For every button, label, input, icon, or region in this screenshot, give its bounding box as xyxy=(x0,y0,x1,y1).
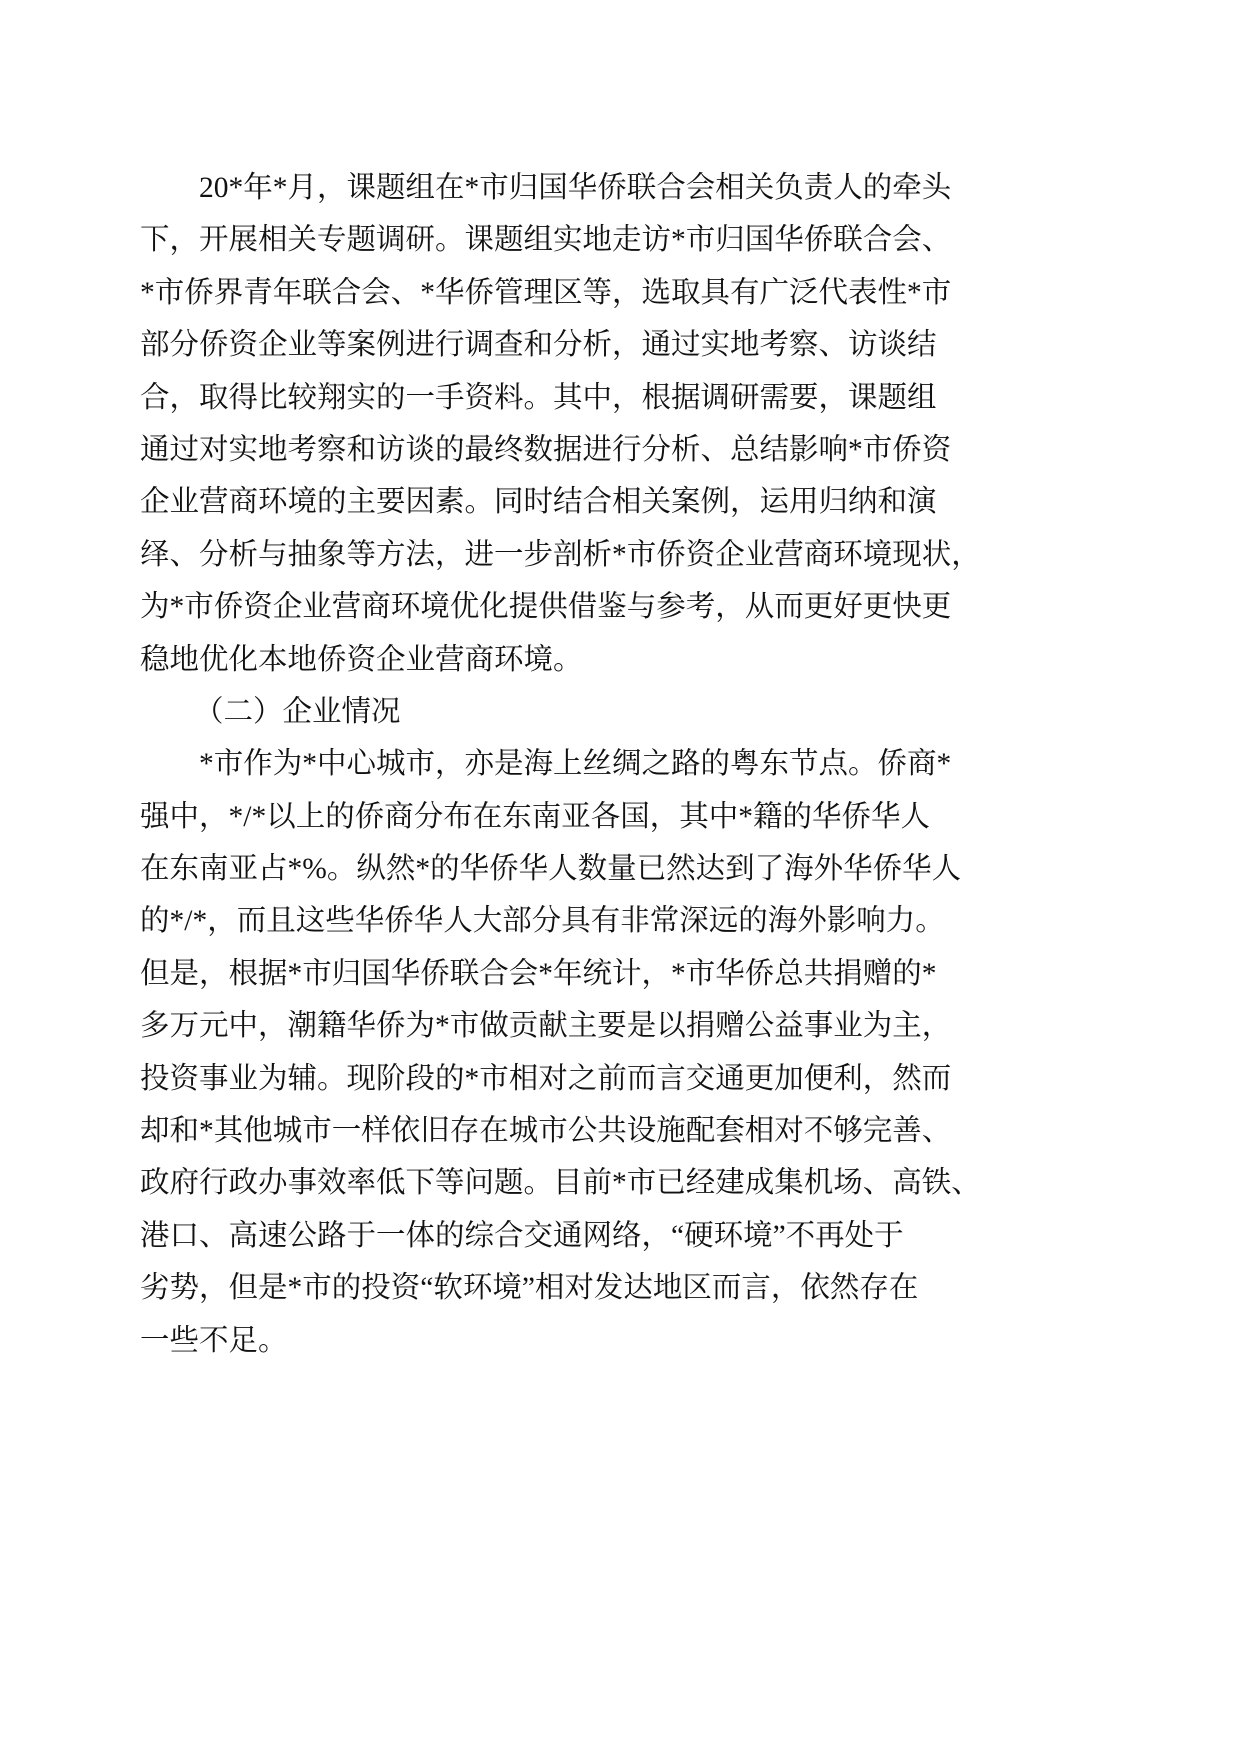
text-line: 20*年*月，课题组在*市归国华侨联合会相关负责人的牵头 xyxy=(199,172,952,204)
text-line: 绎、分析与抽象等方法，进一步剖析*市侨资企业营商环境现状， xyxy=(140,538,981,571)
text-line: 港口、高速公路于一体的综合交通网络，“硬环境”不再处于 xyxy=(140,1219,904,1252)
text-line: 但是，根据*市归国华侨联合会*年统计，*市华侨总共捐赠的* xyxy=(140,957,937,990)
text-line: 下，开展相关专题调研。课题组实地走访*市归国华侨联合会、 xyxy=(140,224,952,257)
text-line: 却和*其他城市一样依旧存在城市公共设施配套相对不够完善、 xyxy=(140,1115,952,1148)
text-line: 劣势，但是*市的投资“软环境”相对发达地区而言，依然存在 xyxy=(140,1272,919,1305)
text-line: 合，取得比较翔实的一手资料。其中，根据调研需要，课题组 xyxy=(140,381,937,414)
text-line: 政府行政办事效率低下等问题。目前*市已经建成集机场、高铁、 xyxy=(140,1167,981,1200)
text-line: 企业营商环境的主要因素。同时结合相关案例，运用归纳和演 xyxy=(140,486,937,519)
text-line: *市作为*中心城市，亦是海上丝绸之路的粤东节点。侨商* xyxy=(199,748,952,781)
text-line: 在东南亚占*%。纵然*的华侨华人数量已然达到了海外华侨华人 xyxy=(140,853,962,886)
section-heading: （二）企业情况 xyxy=(194,695,401,728)
text-line: *市侨界青年联合会、*华侨管理区等，选取具有广泛代表性*市 xyxy=(140,276,952,309)
paragraph-research-method xyxy=(140,162,1100,686)
text-line: 投资事业为辅。现阶段的*市相对之前而言交通更加便利，然而 xyxy=(140,1062,952,1095)
text-line: 强中，*/*以上的侨商分布在东南亚各国，其中*籍的华侨华人 xyxy=(140,800,930,833)
text-line: 通过对实地考察和访谈的最终数据进行分析、总结影响*市侨资 xyxy=(140,433,952,466)
paragraph-enterprise-situation xyxy=(140,738,1100,1367)
text-line: 为*市侨资企业营商环境优化提供借鉴与参考，从而更好更快更 xyxy=(140,591,952,624)
text-line: 的*/*，而且这些华侨华人大部分具有非常深远的海外影响力。 xyxy=(140,905,945,938)
text-line: 部分侨资企业等案例进行调查和分析，通过实地考察、访谈结 xyxy=(140,329,937,362)
text-line: 稳地优化本地侨资企业营商环境。 xyxy=(140,643,583,676)
text-line: 一些不足。 xyxy=(140,1324,288,1357)
text-line: 多万元中，潮籍华侨为*市做贡献主要是以捐赠公益事业为主， xyxy=(140,1010,952,1043)
document-body xyxy=(140,162,1100,1367)
